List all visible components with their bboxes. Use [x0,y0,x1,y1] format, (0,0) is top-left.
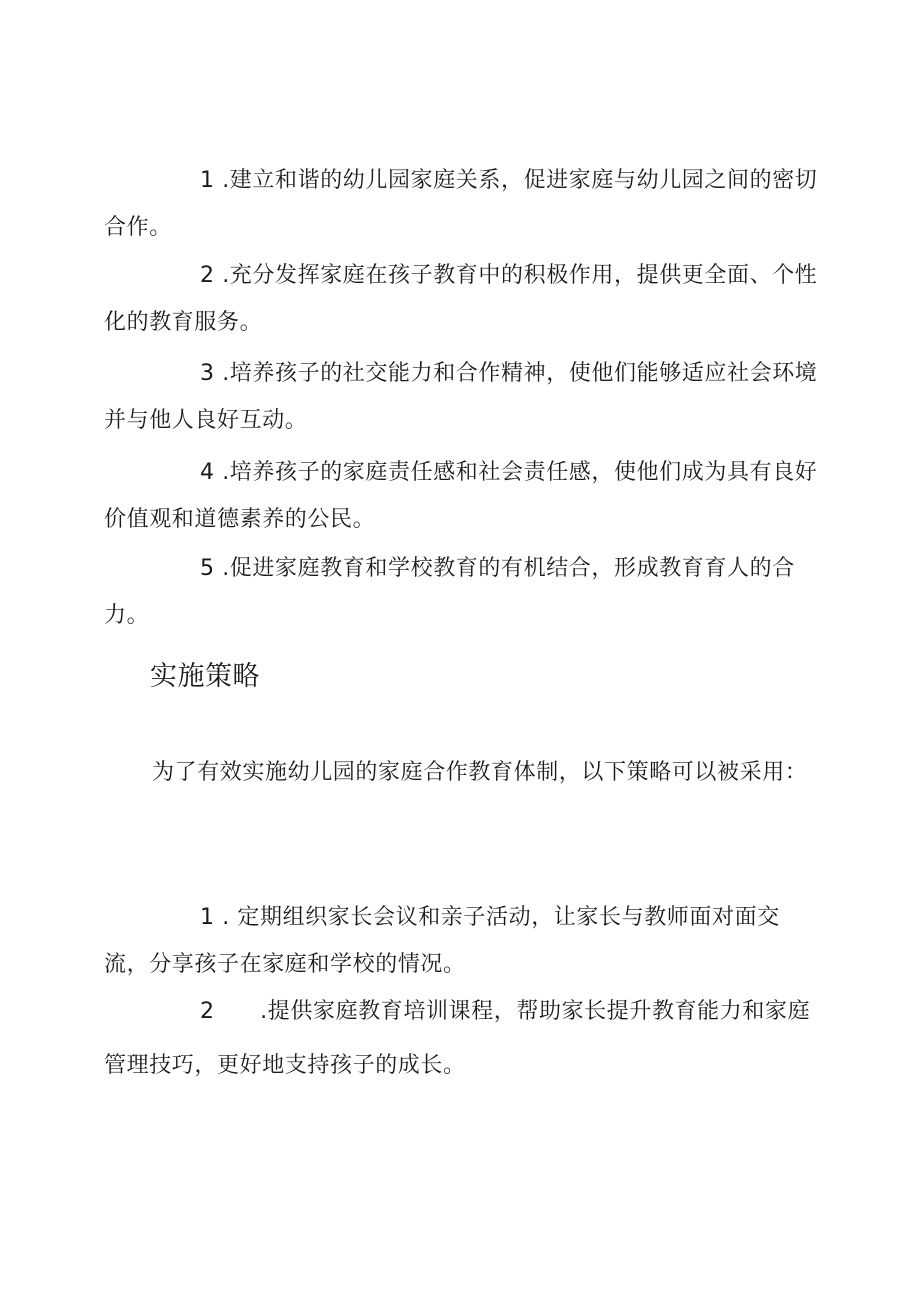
goal-item-5 [104,545,820,639]
goal-item-3 [104,350,820,444]
goal-item-2 [104,252,820,346]
goal-text: .培养孩子的社交能力和合作精神，使他们能够适应社会环境并与他人良好互动。 [104,361,818,433]
goal-text: .促进家庭教育和学校教育的有机结合，形成教育育人的合力。 [104,556,795,628]
strategy-item-2 [104,985,820,1093]
goal-number: 5 [200,556,215,581]
goal-number: 4 [200,460,215,485]
goal-text: .充分发挥家庭在孩子教育中的积极作用，提供更全面、个性化的教育服务。 [104,263,818,335]
strategy-number: 1 [200,905,215,930]
goal-text: .建立和谐的幼儿园家庭关系，促进家庭与幼儿园之间的密切合作。 [104,168,818,240]
goal-number: 1 [200,168,215,193]
strategy-item-1 [104,894,820,988]
section-intro: 为了有效实施幼儿园的家庭合作教育体制，以下策略可以被采用： [152,760,808,785]
strategy-text: . 定期组织家长会议和亲子活动，让家长与教师面对面交流，分享孩子在家庭和学校的情况。 [104,905,780,977]
goal-text: .培养孩子的家庭责任感和社会责任感，使他们成为具有良好价值观和道德素养的公民。 [104,460,818,532]
goal-item-1 [104,157,820,251]
goal-item-4 [104,449,820,543]
goal-number: 3 [200,361,215,386]
strategy-number: 2 [200,999,215,1024]
goal-number: 2 [200,263,215,288]
section-heading: 实施策略 [150,661,260,692]
strategy-text: .提供家庭教育培训课程，帮助家长提升教育能力和家庭管理技巧，更好地支持孩子的成长。 [104,999,811,1078]
